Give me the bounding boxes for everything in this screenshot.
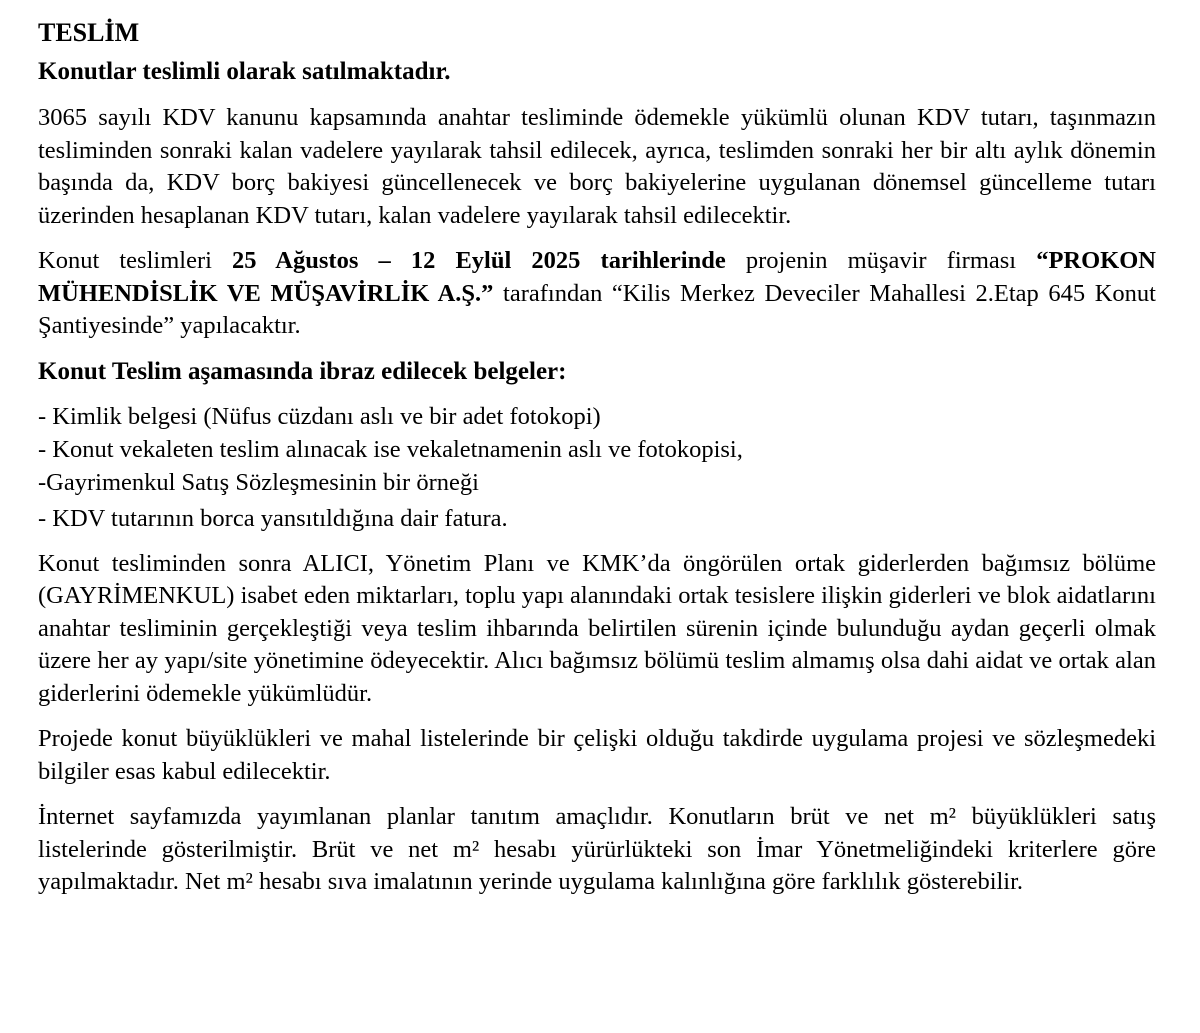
- delivery-text-3: tarafından “Kilis Merkez Deveciler Mahallesi 2.Etap 645 Konut Şantiyesinde” yapılacaktır.: [38, 279, 1156, 339]
- delivery-paragraph: [38, 245, 1156, 343]
- sale-terms-subtitle: Konutlar teslimli olarak satılmaktadır.: [38, 58, 451, 85]
- list-item: - Kimlik belgesi (Nüfus cüzdanı aslı ve bir adet fotokopi): [38, 402, 601, 430]
- document-page: [38, 16, 1156, 912]
- delivery-text-2: projenin müşavir firması: [725, 247, 1037, 274]
- list-item: - KDV tutarının borca yansıtıldığına dair fatura.: [38, 504, 508, 532]
- conflict-paragraph: Projede konut büyüklükleri ve mahal listelerinde bir çelişki olduğu takdirde uygulama projesi ve sözleşmedeki bilgiler esas kabul edilecektir.: [38, 725, 1156, 785]
- page-title: TESLİM: [38, 18, 140, 47]
- documents-list: [38, 400, 1156, 535]
- list-item: -Gayrimenkul Satış Sözleşmesinin bir örneği: [38, 468, 479, 496]
- list-item: - Konut vekaleten teslim alınacak ise vekaletnamenin aslı ve fotokopisi,: [38, 435, 743, 463]
- delivery-dates: 25 Ağustos – 12 Eylül 2025 tarihlerinde: [232, 247, 726, 274]
- documents-heading: Konut Teslim aşamasında ibraz edilecek belgeler:: [38, 357, 567, 385]
- kdv-paragraph: 3065 sayılı KDV kanunu kapsamında anahtar tesliminde ödemekle yükümlü olunan KDV tutarı, taşınmazın tesliminden sonraki kalan vadelere yayılarak tahsil edilecek, ayrıca, teslimden sonraki her bir altı aylık dönemin başında da, KDV borç bakiyesi güncellenecek ve borç bakiyelerine uygulanan dönemsel güncelleme tutarı üzerinden hesaplanan KDV tutarı, kalan vadelere yayılarak tahsil edilecektir.: [38, 104, 1156, 229]
- internet-plans-paragraph: İnternet sayfamızda yayımlanan planlar tanıtım amaçlıdır. Konutların brüt ve net m² büyüklükleri satış listelerinde gösterilmiştir. Brüt ve net m² hesabı yürürlükteki son İmar Yönetmeliğindeki kriterlere göre yapılmaktadır. Net m² hesabı sıva imalatının yerinde uygulama kalınlığına göre farklılık gösterebilir.: [38, 803, 1156, 895]
- delivery-text-1: Konut teslimleri: [38, 247, 233, 274]
- consultant-firm-name: “PROKON MÜHENDİSLİK VE MÜŞAVİRLİK A.Ş.”: [38, 247, 1156, 307]
- aidat-paragraph: Konut tesliminden sonra ALICI, Yönetim Planı ve KMK’da öngörülen ortak giderlerden bağımsız bölüme (GAYRİMENKUL) isabet eden miktarları, toplu yapı alanındaki ortak tesislere ilişkin giderleri ve blok aidatlarını anahtar tesliminin gerçekleştiği veya teslim ihbarında belirtilen sürenin içinde bulunduğu aydan geçerli olmak üzere her ay yapı/site yönetimine ödeyecektir. Alıcı bağımsız bölümü teslim almamış olsa dahi aidat ve ortak alan giderlerini ödemekle yükümlüdür.: [38, 549, 1156, 707]
